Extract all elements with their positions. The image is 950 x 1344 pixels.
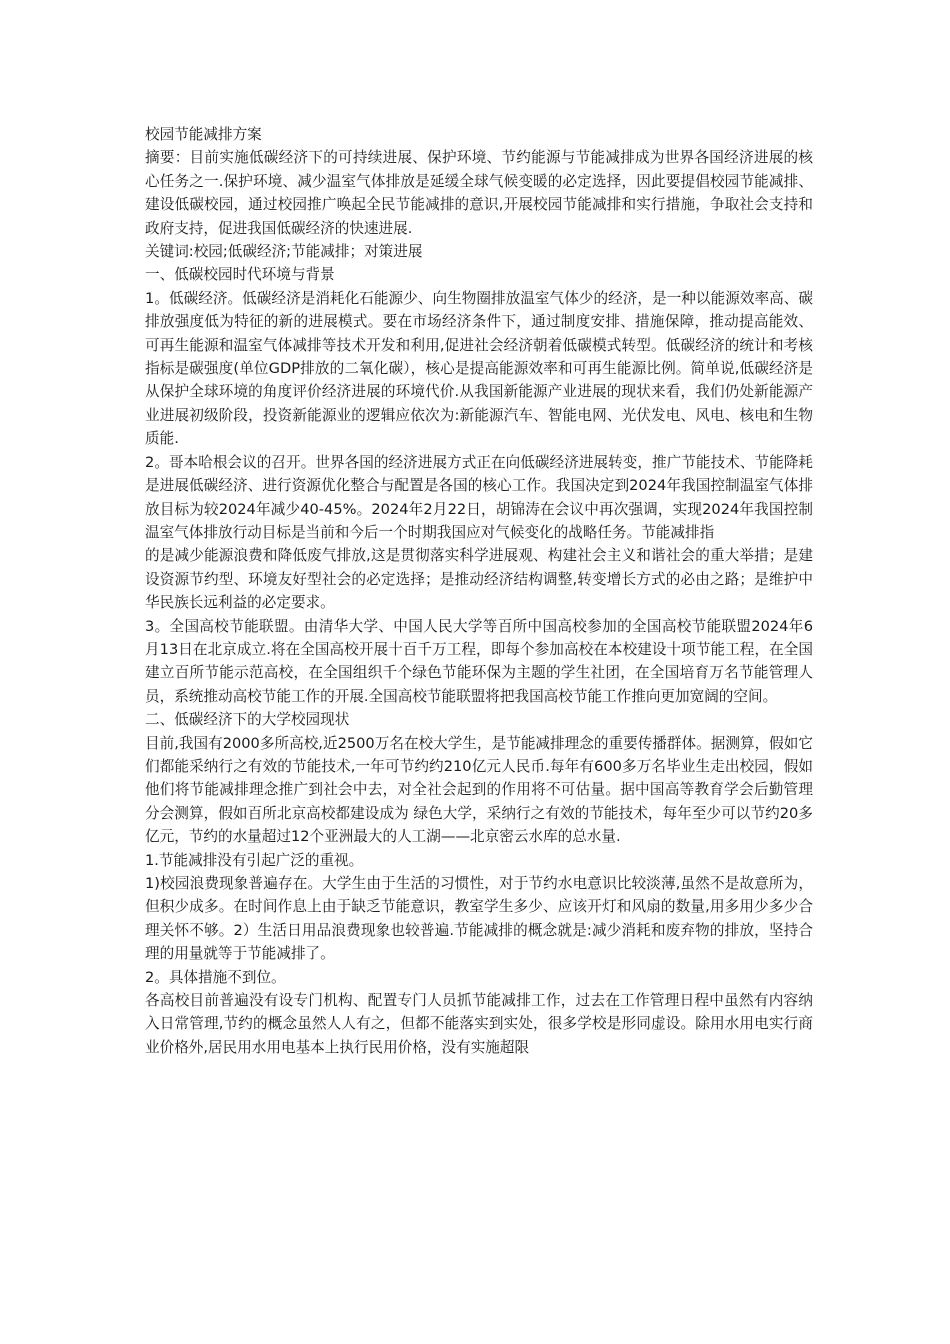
- body-paragraph: 目前,我国有2000多所高校,近2500万名在校大学生，是节能减排理念的重要传播群体。据测算，假如它们都能采纳行之有效的节能技术,一年可节约约210亿元人民币.每年有600多万名毕业生走出校园，假如他们将节能减排理念推广到社会中去，对全社会起到的作用将不可估量。据中国高等教育学会后勤管理分会测算，假如百所北京高校都建设成为 绿色大学，采纳行之有效的节能技术，每年至少可以节约20多亿元，节约的水量超过12个亚洲最大的人工湖——北京密云水库的总水量.: [145, 734, 813, 846]
- document-body: [145, 123, 813, 1059]
- body-paragraph: 1)校园浪费现象普遍存在。大学生由于生活的习惯性，对于节约水电意识比较淡薄,虽然不是故意所为，但积少成多。在时间作息上由于缺乏节能意识，教室学生多少、应该开灯和风扇的数量,用多用少多少合理关怀不够。2）生活日用品浪费现象也较普遍.节能减排的概念就是:减少消耗和废弃物的排放，坚持合理的用量就等于节能减排了。: [145, 875, 813, 963]
- subheading: 1.节能减排没有引起广泛的重视。: [145, 851, 364, 869]
- body-paragraph: 2。哥本哈根会议的召开。世界各国的经济进展方式正在向低碳经济进展转变，推广节能技术、节能降耗是进展低碳经济、进行资源优化整合与配置是各国的核心工作。我国决定到2024年我国控制温室气体排放目标为较2024年减少40-45%。2024年2月22日，胡锦涛在会议中再次强调，实现2024年我国控制温室气体排放行动目标是当前和今后一个时期我国应对气候变化的战略任务。节能减排指: [145, 453, 813, 541]
- body-paragraph: 各高校目前普遍没有设专门机构、配置专门人员抓节能减排工作，过去在工作管理日程中虽然有内容纳入日常管理,节约的概念虽然人人有之，但都不能落实到实处，很多学校是形同虚设。除用水用电实行商业价格外,居民用水用电基本上执行民用价格，没有实施超限: [145, 992, 813, 1056]
- body-paragraph: 的是减少能源浪费和降低废气排放,这是贯彻落实科学进展观、构建社会主义和谐社会的重大举措；是建设资源节约型、环境友好型社会的必定选择；是推动经济结构调整,转变增长方式的必由之路；是维护中华民族长远利益的必定要求。: [145, 547, 813, 612]
- section-heading-1: 一、低碳校园时代环境与背景: [145, 266, 335, 284]
- abstract-paragraph: 摘要：目前实施低碳经济下的可持续进展、保护环境、节约能源与节能减排成为世界各国经济进展的核心任务之一.保护环境、减少温室气体排放是延缓全球气候变暖的必定选择，因此要提倡校园节能减排、建设低碳校园，通过校园推广唤起全民节能减排的意识,开展校园节能减排和实行措施，争取社会支持和政府支持，促进我国低碳经济的快速进展.: [145, 149, 813, 237]
- document-title: 校园节能减排方案: [145, 126, 262, 143]
- subheading: 2。具体措施不到位。: [145, 968, 286, 986]
- body-paragraph: 3。全国高校节能联盟。由清华大学、中国人民大学等百所中国高校参加的全国高校节能联盟2024年6月13日在北京成立.将在全国高校开展十百千万工程，即每个参加高校在本校建设十项节能工程，在全国建立百所节能示范高校，在全国组织千个绿色节能环保为主题的学生社团，在全国培育万名节能管理人员，系统推动高校节能工作的开展.全国高校节能联盟将把我国高校节能工作推向更加宽阔的空间。: [145, 617, 813, 705]
- keywords-line: 关键词:校园;低碳经济;节能减排；对策进展: [145, 243, 423, 261]
- section-heading-2: 二、低碳经济下的大学校园现状: [145, 711, 350, 729]
- body-paragraph: 1。低碳经济。低碳经济是消耗化石能源少、向生物圈排放温室气体少的经济，是一种以能源效率高、碳排放强度低为特征的新的进展模式。要在市场经济条件下，通过制度安排、措施保障，推动提高能效、可再生能源和温室气体减排等技术开发和利用,促进社会经济朝着低碳模式转型。低碳经济的统计和考核指标是碳强度(单位GDP排放的二氧化碳），核心是提高能源效率和可再生能源比例。简单说,低碳经济是从保护全球环境的角度评价经济进展的环境代价.从我国新能源产业进展的现状来看，我们仍处新能源产业进展初级阶段，投资新能源业的逻辑应依次为:新能源汽车、智能电网、光伏发电、风电、核电和生物质能.: [145, 289, 813, 448]
